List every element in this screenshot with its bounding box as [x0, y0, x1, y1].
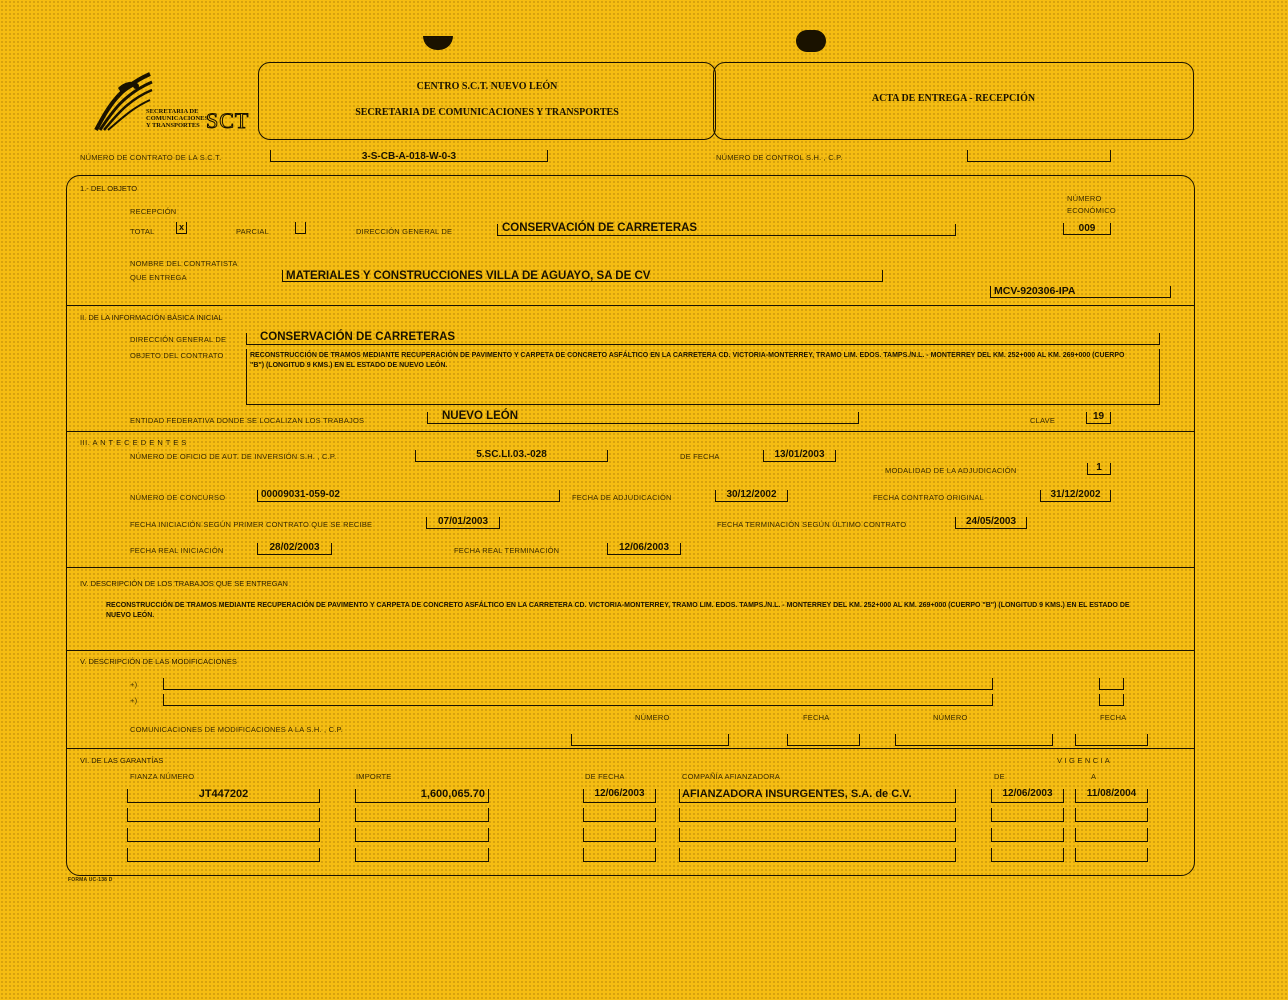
doc-title-box [713, 62, 1194, 140]
comm-col-number: NÚMERO [635, 713, 670, 722]
partial-label: PARCIAL [236, 227, 269, 236]
start-contract-date-label: FECHA INICIACIÓN SEGÚN PRIMER CONTRATO QUE SE RECIBE [130, 520, 373, 529]
sct-logo [88, 68, 248, 140]
bond-date-label: DE FECHA [585, 772, 625, 781]
bond-date-value: 12/06/2003 [594, 788, 645, 799]
modality-value: 1 [1096, 462, 1102, 473]
modification-plus-mark-1: +) [130, 680, 138, 689]
comm-number-field [571, 734, 729, 746]
info-direction-label: DIRECCIÓN GENERAL DE [130, 335, 227, 344]
section6-title: VI. DE LAS GARANTÍAS [80, 756, 164, 765]
company-field-empty [679, 808, 956, 822]
amount-label: IMPORTE [356, 772, 392, 781]
comm-date-field-2 [1075, 734, 1148, 746]
start-contract-date-value: 07/01/2003 [437, 516, 489, 527]
divider [67, 431, 1194, 432]
validity-from-field-empty [991, 808, 1064, 822]
office-number-value: 5.SC.LI.03.-028 [476, 449, 547, 460]
company-field-empty [679, 848, 956, 862]
company-label: COMPAÑÍA AFIANZADORA [682, 772, 781, 781]
validity-from-value: 12/06/2003 [1002, 788, 1053, 799]
real-start-date-value: 28/02/2003 [269, 542, 320, 553]
contract-number-value: 3-S-CB-A-018-W-0-3 [361, 151, 457, 162]
validity-from-field-empty [991, 828, 1064, 842]
bond-date-field-empty [583, 808, 656, 822]
amount-value: 1,600,065.70 [420, 788, 485, 800]
section1-title: 1.- DEL OBJETO [80, 184, 138, 193]
bond-number-field-empty [127, 848, 320, 862]
bond-number-value: JT447202 [198, 788, 249, 800]
contractor-label-2: QUE ENTREGA [130, 273, 187, 282]
direction-label: DIRECCIÓN GENERAL DE [356, 227, 453, 236]
econ-number-value: 009 [1078, 223, 1096, 234]
punch-hole-left [423, 36, 453, 50]
comm-number-field-2 [895, 734, 1053, 746]
contract-number-label: NÚMERO DE CONTRATO DE LA S.C.T. [80, 153, 222, 162]
comm-col-date: FECHA [803, 713, 830, 722]
doc-title: ACTA DE ENTREGA - RECEPCIÓN [871, 93, 1036, 104]
entity-label: ENTIDAD FEDERATIVA DONDE SE LOCALIZAN LOS TRABAJOS [130, 416, 365, 425]
divider [67, 567, 1194, 568]
end-contract-date-value: 24/05/2003 [965, 516, 1017, 527]
bond-date-field-empty [583, 848, 656, 862]
info-direction-value: CONSERVACIÓN DE CARRETERAS [260, 331, 456, 343]
section3-title: III. A N T E C E D E N T E S [80, 438, 187, 447]
bond-date-field-empty [583, 828, 656, 842]
center-header-box [258, 62, 716, 140]
amount-field-empty [355, 848, 489, 862]
contractor-label-1: NOMBRE DEL CONTRATISTA [130, 259, 238, 268]
office-date-label: DE FECHA [680, 452, 720, 461]
section2-title: II. DE LA INFORMACIÓN BÁSICA INICIAL [80, 313, 223, 322]
center-subtitle: SECRETARIA DE COMUNICACIONES Y TRANSPORTES [355, 107, 619, 118]
modification-plus-mark-2: +) [130, 696, 138, 705]
object-label: OBJETO DEL CONTRATO [130, 351, 224, 360]
total-label: TOTAL [130, 227, 155, 236]
validity-from-label: DE [994, 772, 1005, 781]
bond-number-field-empty [127, 828, 320, 842]
orig-contract-date-value: 31/12/2002 [1050, 489, 1101, 500]
validity-from-field-empty [991, 848, 1064, 862]
amount-field-empty [355, 808, 489, 822]
rfc-value: MCV-920306-IPA [994, 285, 1076, 297]
partial-checkbox[interactable] [295, 222, 306, 234]
real-start-date-label: FECHA REAL INICIACIÓN [130, 546, 224, 555]
punch-hole-right [796, 30, 826, 52]
divider [67, 650, 1194, 651]
contest-label: NÚMERO DE CONCURSO [130, 493, 226, 502]
comm-date-field [787, 734, 860, 746]
logo-abbr: SCT [206, 108, 250, 133]
key-label: CLAVE [1030, 416, 1056, 425]
contest-value: 00009031-059-02 [261, 489, 340, 500]
divider [67, 748, 1194, 749]
validity-to-value: 11/08/2004 [1086, 788, 1137, 799]
works-description: RECONSTRUCCIÓN DE TRAMOS MEDIANTE RECUPERACIÓN DE PAVIMENTO Y CARPETA DE CONCRETO ASFÁLTICO EN LA CARRETERA CD. VICTORIA-MONTERREY, TRAMO LIM. EDOS. TAMPS./N.L. - MONTERREY DEL KM. 252+000 AL KM. 269+000 (CUERPO "B") (LONGITUD 9 KMS.) EN EL ESTADO DE NUEVO LEÓN. [106, 602, 1130, 619]
section5-title: V. DESCRIPCIÓN DE LAS MODIFICACIONES [80, 657, 237, 666]
orig-contract-date-label: FECHA CONTRATO ORIGINAL [873, 493, 985, 502]
end-contract-date-label: FECHA TERMINACIÓN SEGÚN ÚLTIMO CONTRATO [717, 520, 907, 529]
total-checkbox[interactable]: x [176, 222, 187, 234]
real-end-date-label: FECHA REAL TERMINACIÓN [454, 546, 560, 555]
center-title: CENTRO S.C.T. NUEVO LEÓN [416, 81, 558, 92]
contractor-value: MATERIALES Y CONSTRUCCIONES VILLA DE AGUAYO, SA DE CV [286, 270, 651, 282]
control-number-field [967, 150, 1111, 162]
object-value: RECONSTRUCCIÓN DE TRAMOS MEDIANTE RECUPERACIÓN DE PAVIMENTO Y CARPETA DE CONCRETO ASFÁLTICO EN LA CARRETERA CD. VICTORIA-MONTERREY, TRAMO LIM. EDOS. TAMPS./N.L. - MONTERREY DEL KM. 252+000 AL KM. 269+000 (CUERPO "B") (LONGITUD 9 KMS.) EN EL ESTADO DE NUEVO LEÓN. [250, 352, 1125, 369]
modification-check-1 [1099, 678, 1124, 690]
divider [67, 305, 1194, 306]
section4-title: IV. DESCRIPCIÓN DE LOS TRABAJOS QUE SE ENTREGAN [80, 579, 288, 588]
logo-org-line3: Y TRANSPORTES [146, 122, 200, 129]
validity-to-field-empty [1075, 808, 1148, 822]
award-date-value: 30/12/2002 [726, 489, 777, 500]
company-value: AFIANZADORA INSURGENTES, S.A. de C.V. [682, 788, 912, 800]
bond-number-field-empty [127, 808, 320, 822]
validity-to-field-empty [1075, 828, 1148, 842]
validity-to-field-empty [1075, 848, 1148, 862]
control-number-label: NÚMERO DE CONTROL S.H. , C.P. [716, 153, 843, 162]
comm-col-number-2: NÚMERO [933, 713, 968, 722]
amount-field-empty [355, 828, 489, 842]
award-date-label: FECHA DE ADJUDICACIÓN [572, 493, 672, 502]
office-date-value: 13/01/2003 [774, 449, 825, 460]
econ-number-label-1: NÚMERO [1067, 194, 1102, 203]
modality-label: MODALIDAD DE LA ADJUDICACIÓN [885, 466, 1017, 475]
reception-label: RECEPCIÓN [130, 207, 177, 216]
logo-org-line1: SECRETARIA DE [146, 108, 199, 115]
validity-to-label: A [1091, 772, 1097, 781]
entity-value: NUEVO LEÓN [442, 410, 519, 422]
office-number-label: NÚMERO DE OFICIO DE AUT. DE INVERSIÓN S.H. , C.P. [130, 452, 337, 461]
modification-field-1 [163, 678, 993, 690]
form-code: FORMA UC-138 D [68, 877, 113, 883]
modification-check-2 [1099, 694, 1124, 706]
bond-number-label: FIANZA NÚMERO [130, 772, 195, 781]
econ-number-label-2: ECONÓMICO [1067, 206, 1116, 215]
company-field-empty [679, 828, 956, 842]
modification-field-2 [163, 694, 993, 706]
comm-col-date-2: FECHA [1100, 713, 1127, 722]
real-end-date-value: 12/06/2003 [618, 542, 670, 553]
direction-value: CONSERVACIÓN DE CARRETERAS [502, 222, 698, 234]
key-value: 19 [1092, 411, 1105, 422]
comm-label: COMUNICACIONES DE MODIFICACIONES A LA S.H. , C.P. [130, 725, 344, 734]
logo-org-line2: COMUNICACIONES [146, 115, 209, 122]
validity-label: V I G E N C I A [1057, 756, 1111, 765]
